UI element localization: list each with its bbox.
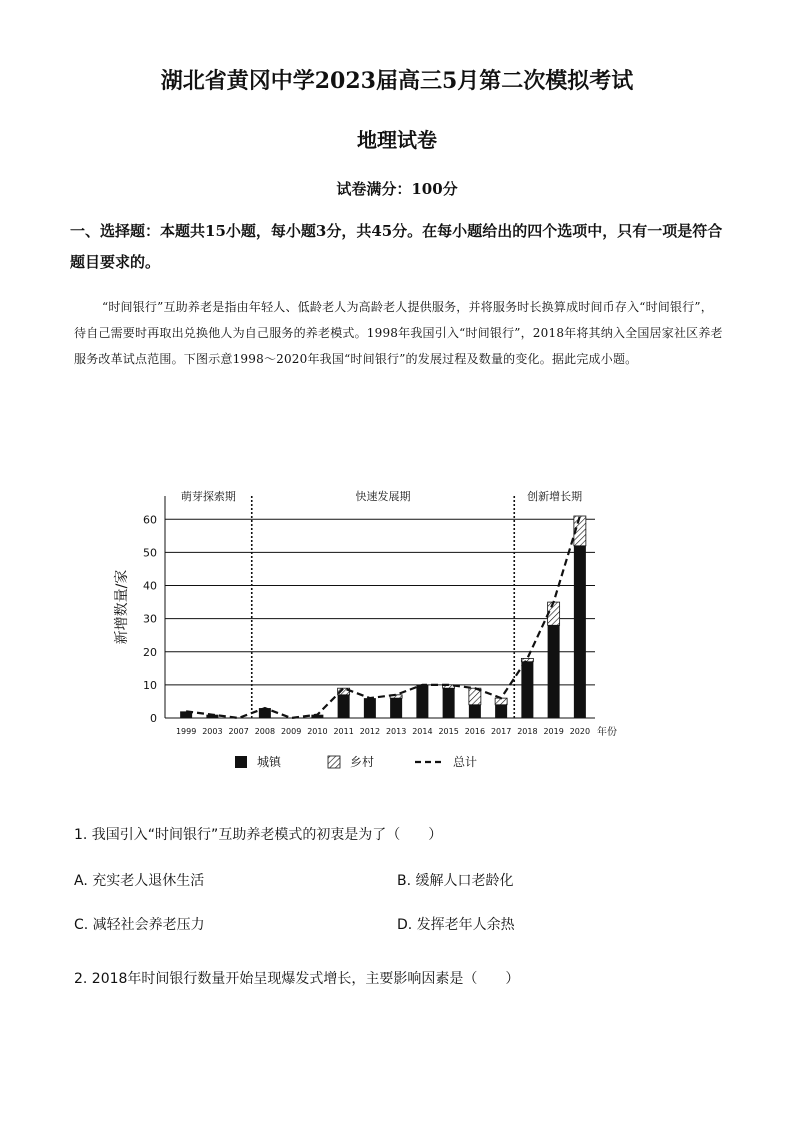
stage-label: 创新增长期 bbox=[527, 490, 583, 503]
exam-score: 试卷满分：100分 bbox=[336, 180, 458, 198]
x-tick-label: 2009 bbox=[280, 727, 302, 736]
question-1-stem: 1. 我国引入“时间银行”互助养老模式的初衷是为了（ ） bbox=[74, 827, 443, 843]
x-tick-label: 2019 bbox=[543, 727, 564, 736]
x-tick-label: 2003 bbox=[202, 727, 223, 736]
x-tick-label: 2018 bbox=[517, 727, 538, 736]
bar-urban bbox=[521, 662, 533, 718]
legend-swatch-urban bbox=[235, 756, 247, 768]
question-2-stem: 2. 2018年时间银行数量开始呈现爆发式增长，主要影响因素是（ ） bbox=[74, 971, 520, 987]
y-tick-label: 40 bbox=[143, 579, 157, 593]
legend-label-rural: 乡村 bbox=[350, 755, 375, 769]
question-1-option-a: A. 充实老人退休生活 bbox=[74, 873, 205, 889]
section-heading: 一、选择题：本题共15小题，每小题3分，共45分。在每小题给出的四个选项中，只有一项是符合题目要求的。 bbox=[70, 222, 723, 271]
bar-urban bbox=[495, 705, 507, 718]
x-tick-label: 2015 bbox=[438, 727, 459, 736]
bar-urban bbox=[364, 698, 376, 718]
y-tick-label: 10 bbox=[143, 678, 157, 692]
x-tick-label: 2016 bbox=[464, 727, 486, 736]
legend-swatch-rural bbox=[328, 756, 340, 768]
stage-label: 萌芽探索期 bbox=[180, 490, 236, 503]
legend-label-total: 总计 bbox=[453, 755, 478, 769]
x-tick-label: 1999 bbox=[175, 727, 197, 736]
bar-urban bbox=[416, 685, 428, 718]
x-tick-label: 2020 bbox=[569, 727, 591, 736]
bar-rural bbox=[548, 602, 560, 625]
legend-label-urban: 城镇 bbox=[257, 755, 282, 769]
x-tick-label: 2012 bbox=[359, 727, 381, 736]
y-axis-label: 新增数量/家 bbox=[114, 569, 130, 645]
x-tick-label: 2011 bbox=[333, 727, 354, 736]
bar-rural bbox=[521, 658, 533, 661]
passage-text: “时间银行”互助养老是指由年轻人、低龄老人为高龄老人提供服务，并将服务时长换算成时间币存入“时间银行”，待自己需要时再取出兑换他人为自己服务的养老模式。1998年我国引入“时间银行”，2018年将其纳入全国居家社区养老服务改革试点范围。下图示意1998～2020年我国“时间银行”的发展过程及数量的变化。据此完成小题。 bbox=[74, 300, 723, 366]
x-tick-label: 2017 bbox=[490, 727, 512, 736]
x-axis-label: 年份 bbox=[597, 727, 617, 738]
total-line bbox=[186, 516, 580, 718]
question-1-option-b: B. 缓解人口老龄化 bbox=[397, 873, 514, 889]
y-tick-label: 60 bbox=[143, 513, 157, 527]
bar-urban bbox=[548, 625, 560, 718]
question-1-option-c: C. 减轻社会养老压力 bbox=[74, 917, 205, 933]
bar-urban bbox=[443, 688, 455, 718]
stage-label: 快速发展期 bbox=[355, 490, 411, 503]
y-tick-label: 20 bbox=[143, 645, 157, 659]
y-tick-label: 0 bbox=[150, 712, 157, 725]
x-tick-label: 2014 bbox=[412, 727, 433, 736]
time-bank-chart bbox=[110, 478, 630, 778]
x-tick-label: 2013 bbox=[385, 727, 407, 736]
bar-urban bbox=[469, 705, 481, 718]
y-tick-label: 30 bbox=[143, 612, 157, 626]
bar-urban bbox=[574, 546, 586, 718]
exam-title: 湖北省黄冈中学2023届高三5月第二次模拟考试 bbox=[160, 68, 634, 94]
question-1-option-d: D. 发挥老年人余热 bbox=[397, 917, 515, 933]
bar-urban bbox=[338, 695, 350, 718]
x-tick-label: 2010 bbox=[307, 727, 328, 736]
bar-urban bbox=[390, 698, 402, 718]
x-tick-label: 2007 bbox=[228, 727, 249, 736]
bar-urban bbox=[259, 708, 271, 718]
chart-plot-area bbox=[113, 489, 617, 769]
y-tick-label: 50 bbox=[143, 546, 157, 560]
exam-subject: 地理试卷 bbox=[357, 128, 437, 152]
x-tick-label: 2008 bbox=[254, 727, 276, 736]
